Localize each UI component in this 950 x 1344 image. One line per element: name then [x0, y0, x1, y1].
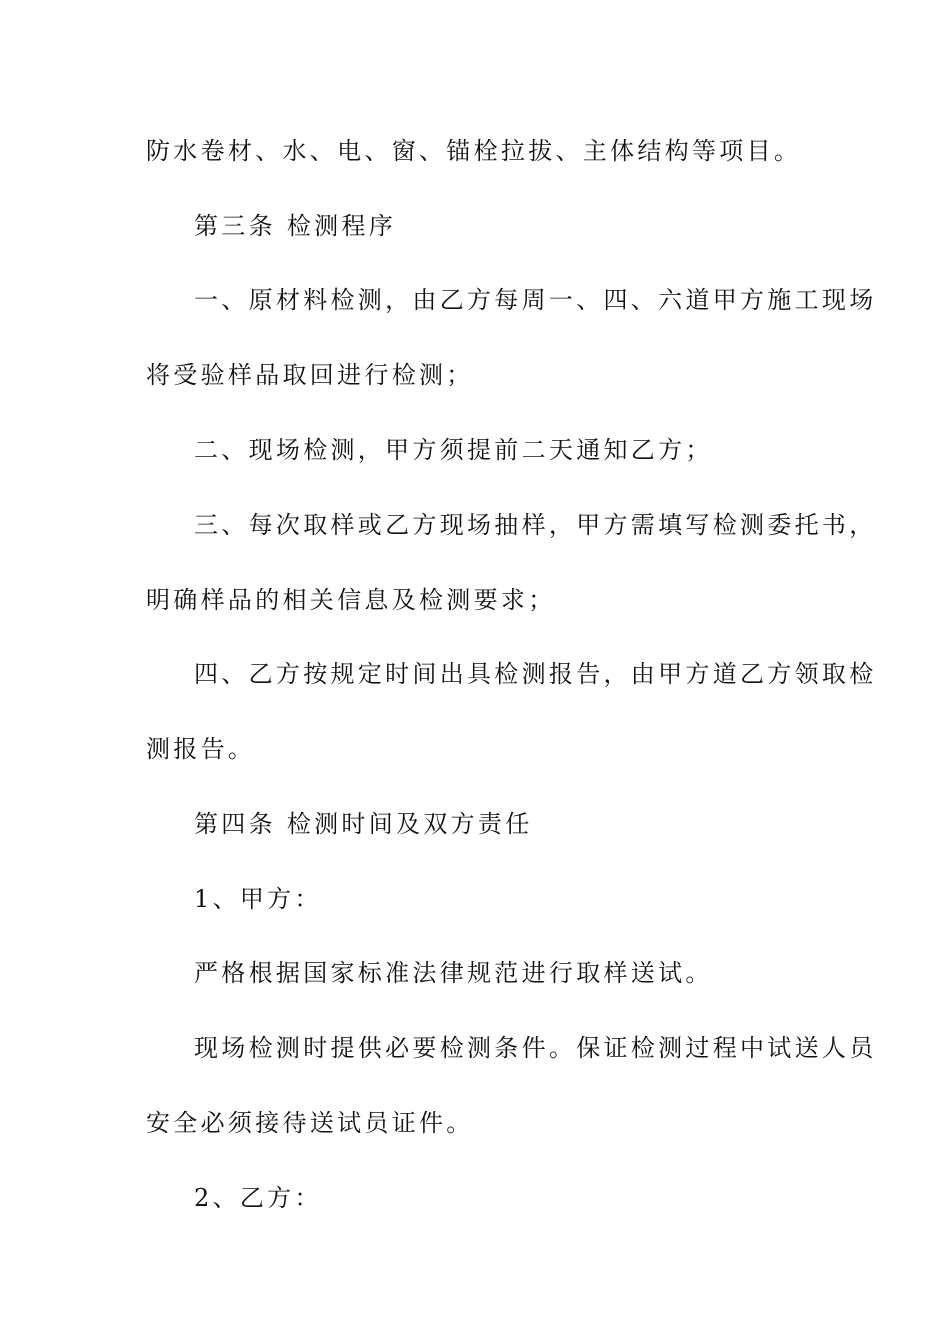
paragraph-line: 三、每次取样或乙方现场抽样，甲方需填写检测委托书，: [194, 511, 877, 539]
paragraph-line: 防水卷材、水、电、窗、锚栓拉拔、主体结构等项目。: [146, 137, 802, 165]
paragraph-line: 明确样品的相关信息及检测要求；: [146, 586, 556, 614]
paragraph-line: 测报告。: [146, 735, 256, 763]
paragraph-line: 一、原材料检测，由乙方每周一、四、六道甲方施工现场: [194, 286, 877, 314]
subsection-label: 1、甲方：: [194, 885, 322, 913]
paragraph-line: 四、乙方按规定时间出具检测报告，由甲方道乙方领取检: [194, 660, 877, 688]
subsection-label: 2、乙方：: [194, 1184, 322, 1212]
section-heading: 第四条 检测时间及双方责任: [194, 810, 533, 838]
paragraph-line: 安全必须接待送试员证件。: [146, 1109, 474, 1137]
paragraph-line: 严格根据国家标准法律规范进行取样送试。: [194, 959, 713, 987]
section-heading: 第三条 检测程序: [194, 212, 397, 240]
paragraph-line: 二、现场检测，甲方须提前二天通知乙方；: [194, 436, 713, 464]
paragraph-line: 现场检测时提供必要检测条件。保证检测过程中试送人员: [194, 1034, 877, 1062]
paragraph-line: 将受验样品取回进行检测；: [146, 361, 474, 389]
